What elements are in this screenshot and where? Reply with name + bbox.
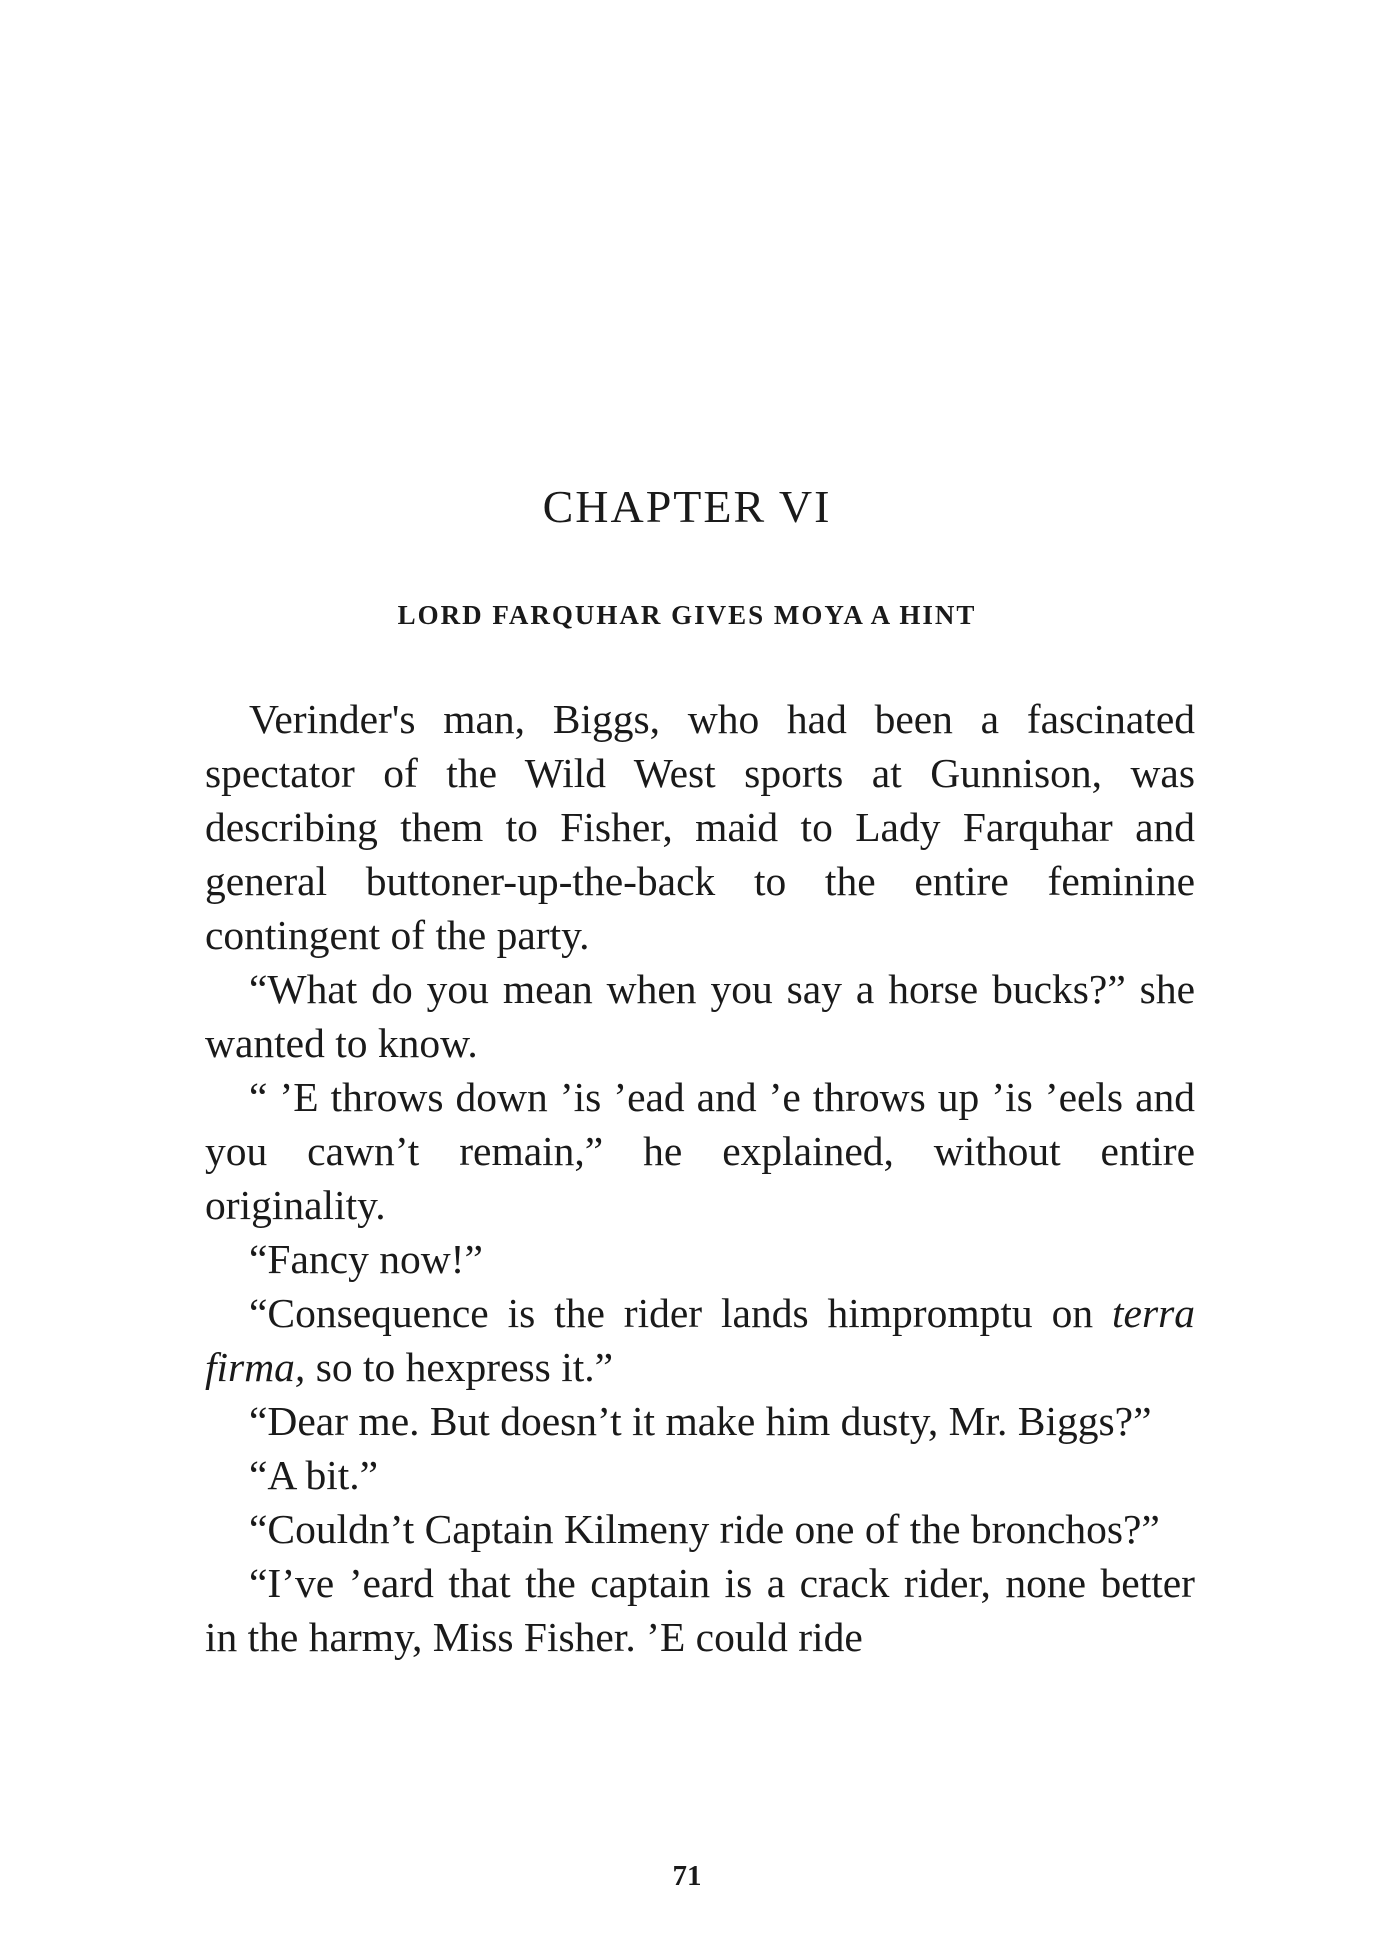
chapter-subtitle: LORD FARQUHAR GIVES MOYA A HINT (397, 600, 977, 630)
paragraph: “What do you mean when you say a horse bucks?” she wanted to know. (205, 966, 1195, 1066)
paragraph: “Fancy now!” (249, 1236, 483, 1282)
paragraph: “Couldn’t Captain Kilmeny ride one of the bronchos?” (249, 1506, 1160, 1552)
chapter-title: CHAPTER VI (542, 481, 832, 532)
paragraph: “I’ve ’eard that the captain is a crack rider, none better in the harmy, Miss Fisher. ’E could ride (205, 1560, 1195, 1660)
body-text (205, 692, 1195, 1664)
paragraph: “ ’E throws down ’is ’ead and ’e throws up ’is ’eels and you cawn’t remain,” he explained, without entire originality. (205, 1074, 1195, 1228)
italic-phrase: terra firma, (205, 1290, 1195, 1390)
paragraph-text: so to hexpress it.” (305, 1344, 614, 1390)
paragraph: “Dear me. But doesn’t it make him dusty, Mr. Biggs?” (249, 1398, 1152, 1444)
paragraph (205, 1286, 1195, 1394)
paragraph: “A bit.” (249, 1452, 379, 1498)
paragraph: Verinder's man, Biggs, who had been a fascinated spectator of the Wild West sports at Gunnison, was describing them to Fisher, maid to Lady Farquhar and general buttoner-up-the-back to the entire feminine contingent of the party. (205, 696, 1195, 958)
page-number: 71 (672, 1860, 702, 1892)
paragraph-text: “Consequence is the rider lands himpromptu on (249, 1290, 1112, 1336)
